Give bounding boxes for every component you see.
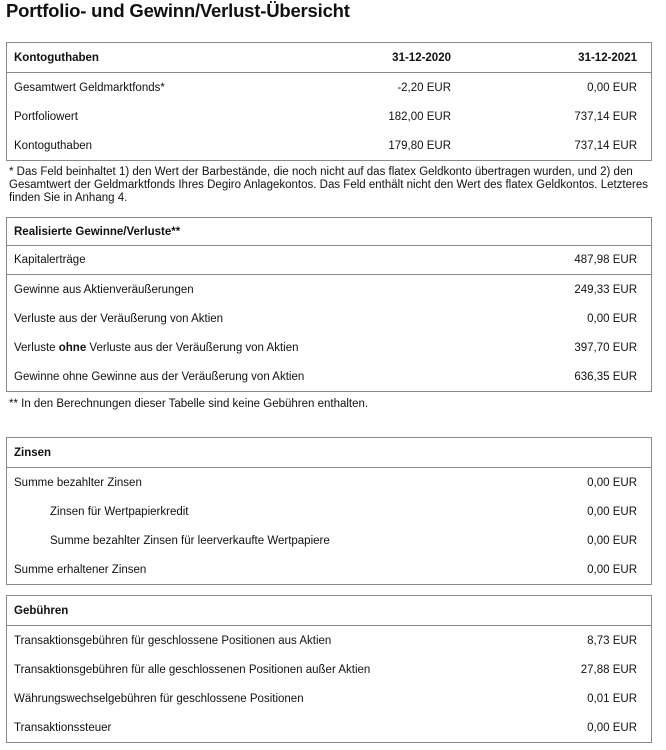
row-label: Währungswechselgebühren für geschlossene Positionen: [14, 692, 304, 705]
table-row: [7, 333, 651, 362]
table-row: [7, 684, 651, 713]
fees-table: [6, 595, 652, 743]
row-value: 249,33 EUR: [574, 283, 637, 296]
row-value: 636,35 EUR: [574, 370, 637, 383]
table-row: [7, 655, 651, 684]
row-value-2020: -2,20 EUR: [397, 81, 451, 94]
row-label: [14, 342, 574, 354]
header-label: Kontoguthaben: [14, 51, 99, 64]
row-value-2021: 0,00 EUR: [587, 81, 637, 94]
table-header: [7, 218, 651, 246]
row-value: 8,73 EUR: [587, 634, 637, 647]
header-label: Realisierte Gewinne/Verluste**: [14, 225, 181, 238]
table-row: [7, 555, 651, 584]
realized-gains-table: [6, 217, 652, 392]
table-header: [7, 43, 651, 73]
row-label: Summe erhaltener Zinsen: [14, 563, 147, 576]
kontoguthaben-table: [6, 42, 652, 161]
row-label-pre: Verluste: [14, 341, 59, 354]
row-value-2021: 737,14 EUR: [574, 139, 637, 152]
row-label: Summe bezahlter Zinsen: [14, 476, 142, 489]
header-date-2021: 31-12-2021: [578, 51, 637, 64]
row-value: 0,00 EUR: [587, 563, 637, 576]
row-label: Gesamtwert Geldmarktfonds*: [14, 81, 165, 94]
interest-table: [6, 437, 652, 585]
realized-footnote: ** In den Berechnungen dieser Tabelle sind keine Gebühren enthalten.: [9, 398, 369, 410]
row-label: Kapitalerträge: [14, 254, 86, 266]
row-label: Gewinne ohne Gewinne aus der Veräußerung von Aktien: [14, 370, 305, 383]
table-row: [7, 362, 651, 391]
row-label: Transaktionsgebühren für alle geschlossenen Positionen außer Aktien: [14, 663, 371, 676]
row-value: 397,70 EUR: [574, 341, 637, 354]
table-row: [7, 304, 651, 333]
row-label: Transaktionsgebühren für geschlossene Positionen aus Aktien: [14, 634, 332, 647]
table-row: [7, 275, 651, 304]
row-label: Kontoguthaben: [14, 139, 93, 152]
row-value: 487,98 EUR: [574, 254, 637, 266]
row-value: 0,00 EUR: [587, 505, 637, 518]
table-row: [7, 626, 651, 655]
kontoguthaben-footnote: * Das Feld beinhaltet 1) den Wert der Barbestände, die noch nicht auf das flatex Geldkonto übertragen wurden, und 2) den Gesamtwert der Geldmarktfonds Ihres Degiro Anlagekontos. Das Feld enthält nicht den Wert des flatex Geldkontos. Letzteres finden Sie in Anhang 4.: [9, 166, 648, 204]
table-header: [7, 596, 651, 626]
table-row: [7, 246, 651, 275]
header-label: Zinsen: [14, 446, 52, 459]
row-value: 0,00 EUR: [587, 476, 637, 489]
page-title: Portfolio- und Gewinn/Verlust-Übersicht: [6, 0, 350, 21]
table-row: [7, 497, 651, 526]
row-label-emphasis: ohne: [58, 341, 87, 354]
table-row: [7, 468, 651, 497]
row-value-2020: 179,80 EUR: [388, 139, 451, 152]
row-label: Transaktionssteuer: [14, 721, 112, 734]
table-header: [7, 438, 651, 468]
table-row: [7, 713, 651, 742]
header-date-2020: 31-12-2020: [392, 51, 451, 64]
table-row: [7, 131, 651, 160]
row-label: Portfoliowert: [14, 110, 78, 123]
row-label: Summe bezahlter Zinsen für leerverkaufte Wertpapiere: [50, 534, 330, 547]
row-value: 0,00 EUR: [587, 721, 637, 734]
row-value: 0,00 EUR: [587, 312, 637, 325]
row-value: 0,01 EUR: [587, 692, 637, 705]
row-label: Verluste aus der Veräußerung von Aktien: [14, 312, 224, 325]
row-value: 0,00 EUR: [587, 534, 637, 547]
row-value: 27,88 EUR: [580, 663, 637, 676]
row-value-2020: 182,00 EUR: [388, 110, 451, 123]
table-row: [7, 73, 651, 102]
row-value-2021: 737,14 EUR: [574, 110, 637, 123]
row-label: Gewinne aus Aktienveräußerungen: [14, 283, 194, 296]
row-label: Zinsen für Wertpapierkredit: [50, 505, 189, 518]
header-label: Gebühren: [14, 604, 69, 617]
row-label-post: Verluste aus der Veräußerung von Aktien: [86, 341, 299, 354]
table-row: [7, 102, 651, 131]
table-row: [7, 526, 651, 555]
